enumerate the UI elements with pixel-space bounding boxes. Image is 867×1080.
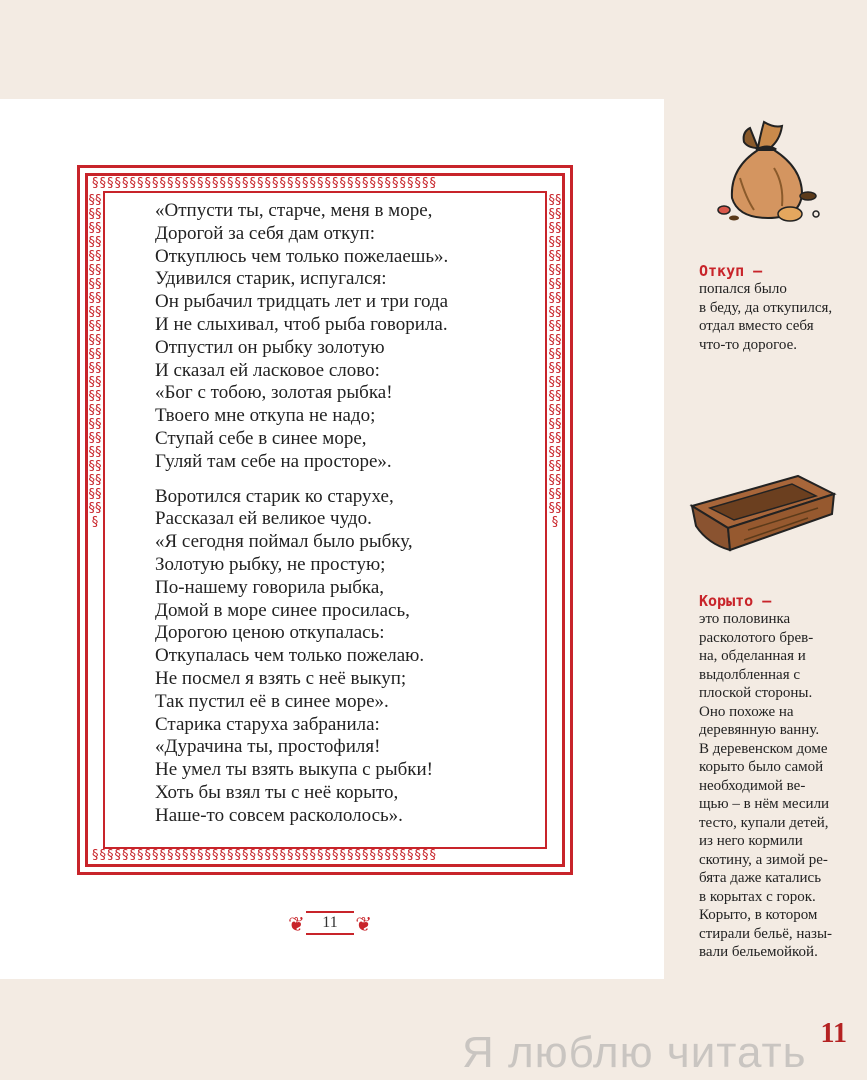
frame-ornament-top: §§§§§§§§§§§§§§§§§§§§§§§§§§§§§§§§§§§§§§§§§§§§§§ [92,177,437,191]
poem-line: Не посмел я взять с неё выкуп; [155,667,407,689]
poem-line: Наше-то совсем раскололось». [155,804,403,826]
poem-line: Домой в море синее просилась, [155,599,410,621]
wooden-trough-icon [688,470,838,555]
poem-line: Гуляй там себе на просторе». [155,450,392,472]
poem-line: Так пустил её в синее море». [155,690,389,712]
poem-text [155,200,535,840]
money-bag-icon [712,118,827,228]
poem-line: Ступай себе в синее море, [155,427,367,449]
poem-line: И сказал ей ласковое слово: [155,359,380,381]
glossary-definition: попался было в беду, да откупился, отдал вместо себя что-то дорогое. [699,281,833,353]
corner-page-number: 11 [820,1018,847,1049]
poem-line: Он рыбачил тридцать лет и три года [155,291,449,313]
poem-line: Хоть бы взял ты с неё корыто, [155,781,399,803]
poem-line: Удивился старик, испугался: [155,268,387,290]
frame-ornament-right: §§§§§§§§§§§§§§§§§§§§§§§§§§§§§§§§§§§§§§§§§§§§§§§ [548,194,562,530]
poem-line: И не слыхивал, чтоб рыба говорила. [155,313,448,335]
poem-line: Рассказал ей великое чудо. [155,508,372,530]
frame-ornament-bottom: §§§§§§§§§§§§§§§§§§§§§§§§§§§§§§§§§§§§§§§§§§§§§§ [92,849,437,863]
page-number-ornament [282,908,378,938]
top-margin [0,0,867,100]
poem-line: Дорогой за себя дам откуп: [155,222,376,244]
glossary-term: Откуп – [699,262,763,280]
poem-stanza-2 [155,486,535,828]
swirl-icon: ❦ [355,912,372,936]
poem-line: Дорогою ценою откупалась: [155,622,385,644]
poem-line: Отпустил он рыбку золотую [155,336,385,358]
poem-line: Твоего мне откупа не надо; [155,405,376,427]
page-number-rule-bottom [306,933,354,935]
glossary-definition: это половинка расколотого брев- на, обделанная и выдолбленная с плоской стороны. Оно похоже на деревянную ванну. В деревенском доме корыто было самой необходимой ве- щью – в нём месили тесто, купали детей, из него кормили скотину, а зимой ре- бята даже катались в корытах с горок. Корыто, в котором стирали бельё, назы- вали бельемойкой. [699,611,833,960]
page-number: 11 [322,914,338,931]
poem-line: «Отпусти ты, старче, меня в море, [155,200,433,221]
poem-line: Откупалась чем только пожелаю. [155,645,425,667]
page-number-rule-top [306,911,354,913]
frame-ornament-left: §§§§§§§§§§§§§§§§§§§§§§§§§§§§§§§§§§§§§§§§§§§§§§§ [88,194,102,530]
poem-line: «Я сегодня поймал было рыбку, [155,531,413,553]
glossary-entry-otkup [699,262,864,354]
poem-line: «Дурачина ты, простофиля! [155,736,381,758]
poem-stanza-1 [155,200,535,474]
poem-line: Старика старуха забранила: [155,713,380,735]
poem-line: Золотую рыбку, не простую; [155,553,386,575]
glossary-entry-koryto [699,592,864,962]
poem-line: По-нашему говорила рыбка, [155,576,385,598]
poem-line: Не умел ты взять выкупа с рыбки! [155,759,433,781]
watermark: Я люблю читать [462,1028,807,1077]
poem-line: Воротился старик ко старухе, [155,485,394,507]
poem-line: Откуплюсь чем только пожелаешь». [155,245,449,267]
swirl-icon: ❦ [288,912,305,936]
glossary-term: Корыто – [699,592,772,610]
poem-line: «Бог с тобою, золотая рыбка! [155,382,393,404]
